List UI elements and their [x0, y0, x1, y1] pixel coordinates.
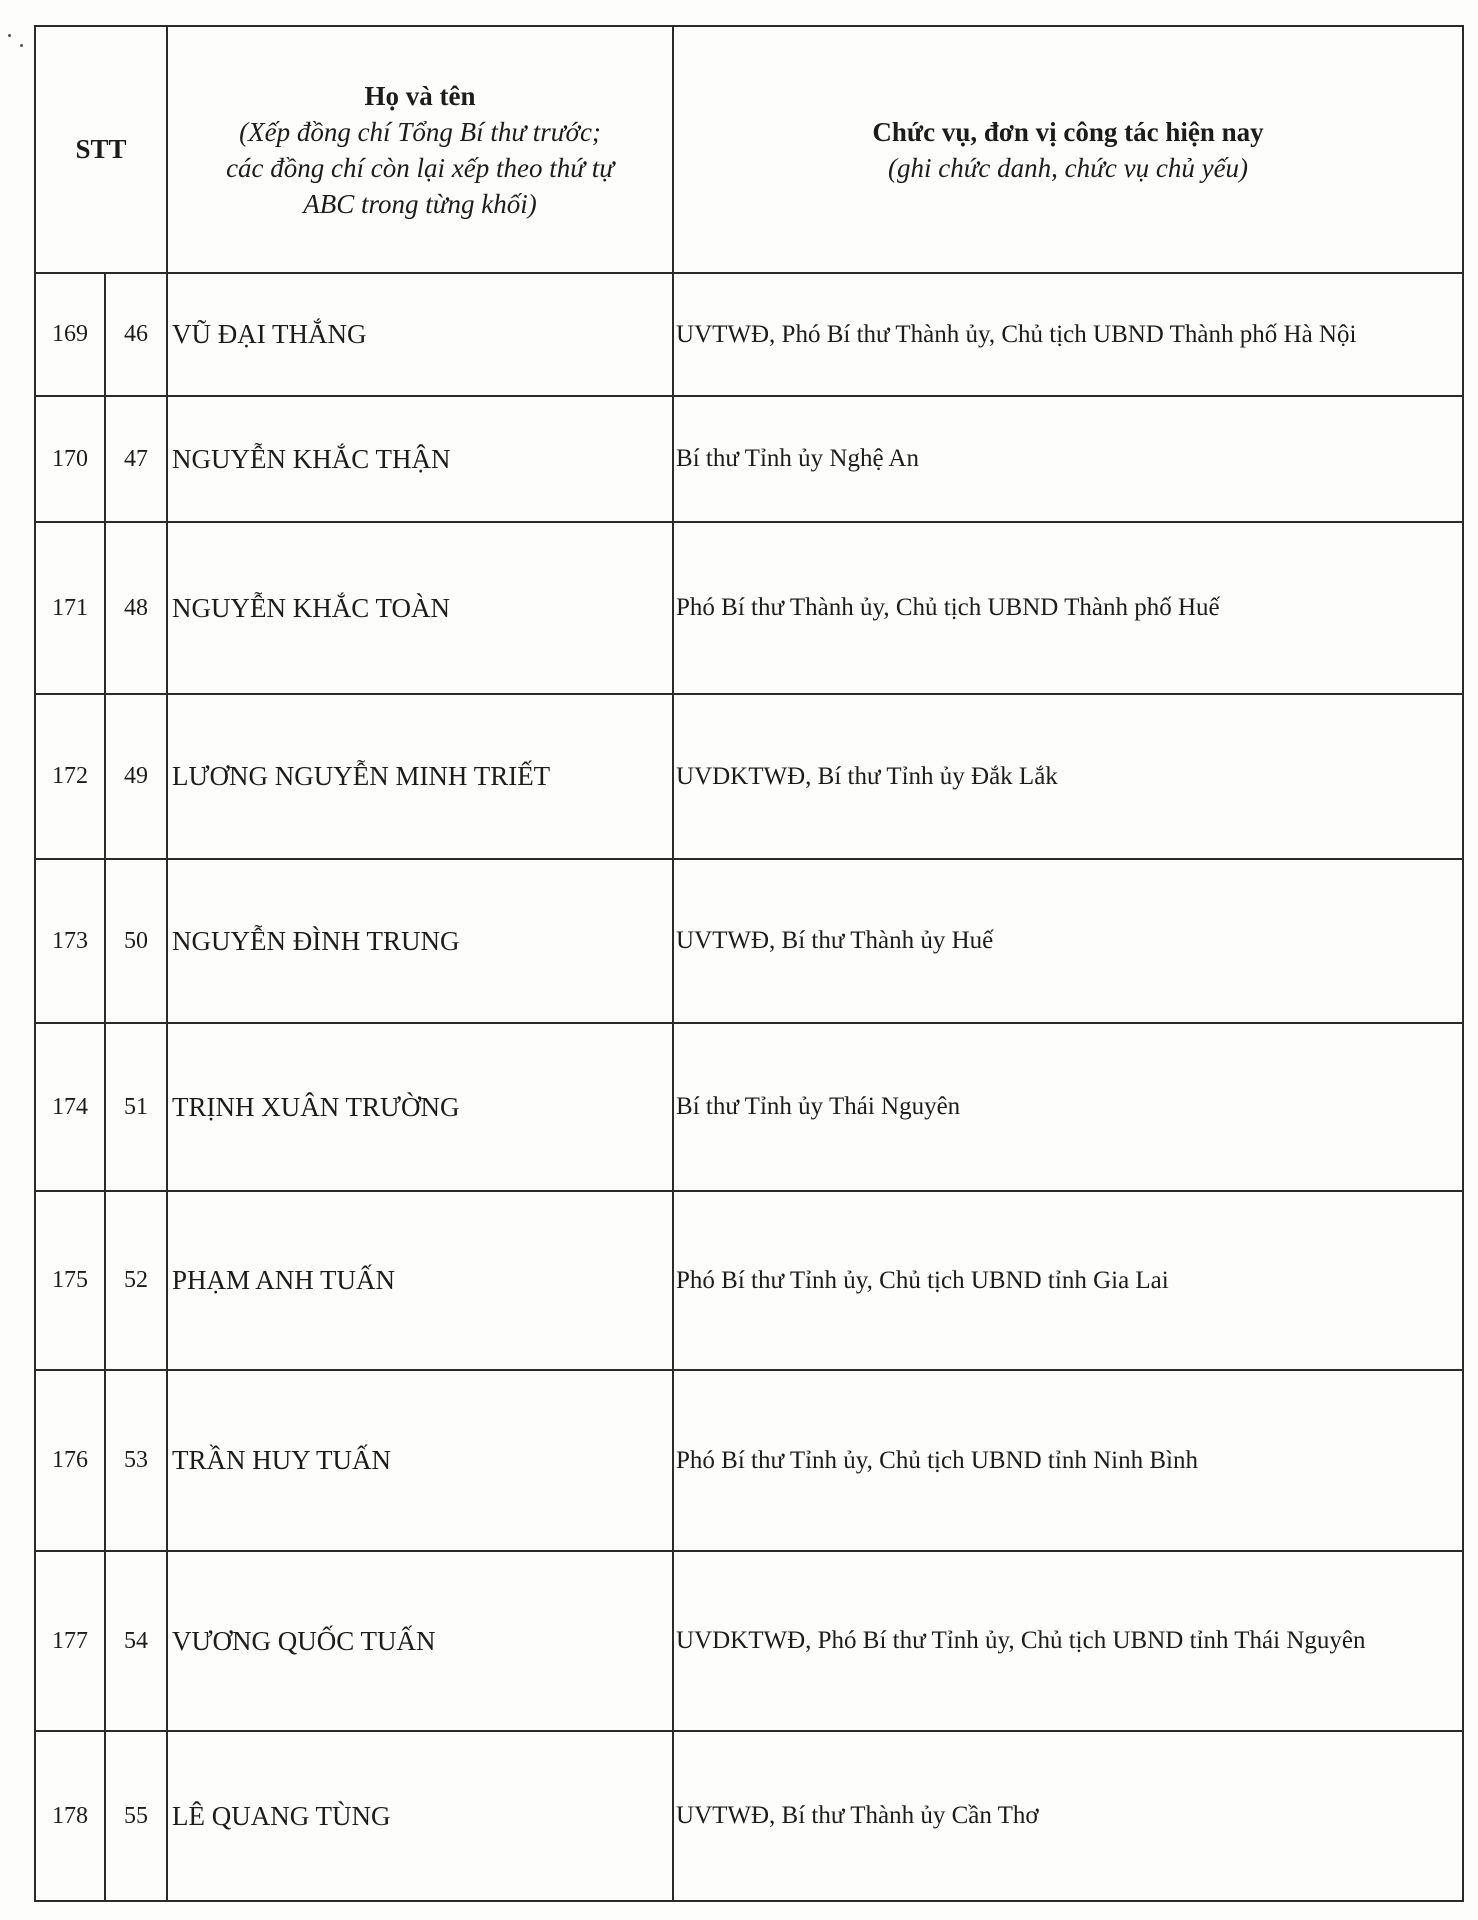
- row-name: PHẠM ANH TUẤN: [167, 1191, 673, 1370]
- row-position: Phó Bí thư Tỉnh ủy, Chủ tịch UBND tỉnh Gia Lai: [673, 1191, 1463, 1370]
- row-name: VŨ ĐẠI THẮNG: [167, 273, 673, 396]
- table-row: [35, 1191, 1463, 1370]
- name-header-note-3: ABC trong từng khối): [303, 188, 537, 219]
- row-sub-number: 51: [105, 1023, 167, 1191]
- row-number: 170: [35, 396, 105, 522]
- scan-speck: [8, 34, 11, 37]
- row-position: UVTWĐ, Phó Bí thư Thành ủy, Chủ tịch UBND Thành phố Hà Nội: [673, 273, 1463, 396]
- table-row: [35, 859, 1463, 1023]
- row-number: 173: [35, 859, 105, 1023]
- candidate-table: [34, 25, 1464, 1902]
- scan-speck: [20, 44, 23, 47]
- row-name: TRẦN HUY TUẤN: [167, 1370, 673, 1551]
- row-position: UVTWĐ, Bí thư Thành ủy Cần Thơ: [673, 1731, 1463, 1901]
- row-position: UVTWĐ, Bí thư Thành ủy Huế: [673, 859, 1463, 1023]
- row-position: Phó Bí thư Tỉnh ủy, Chủ tịch UBND tỉnh Ninh Bình: [673, 1370, 1463, 1551]
- row-number: 169: [35, 273, 105, 396]
- row-name: NGUYỄN KHẮC THẬN: [167, 396, 673, 522]
- row-sub-number: 50: [105, 859, 167, 1023]
- row-sub-number: 54: [105, 1551, 167, 1731]
- row-sub-number: 48: [105, 522, 167, 694]
- row-number: 176: [35, 1370, 105, 1551]
- row-number: 177: [35, 1551, 105, 1731]
- table-row: [35, 273, 1463, 396]
- row-position: Bí thư Tỉnh ủy Nghệ An: [673, 396, 1463, 522]
- row-sub-number: 55: [105, 1731, 167, 1901]
- row-number: 175: [35, 1191, 105, 1370]
- row-sub-number: 52: [105, 1191, 167, 1370]
- table-row: [35, 1731, 1463, 1901]
- row-position: Bí thư Tỉnh ủy Thái Nguyên: [673, 1023, 1463, 1191]
- row-position: UVDKTWĐ, Phó Bí thư Tỉnh ủy, Chủ tịch UBND tỉnh Thái Nguyên: [673, 1551, 1463, 1731]
- row-sub-number: 47: [105, 396, 167, 522]
- table-header-row: [35, 26, 1463, 273]
- row-number: 172: [35, 694, 105, 859]
- row-number: 178: [35, 1731, 105, 1901]
- row-position: Phó Bí thư Thành ủy, Chủ tịch UBND Thành phố Huế: [673, 522, 1463, 694]
- row-name: NGUYỄN ĐÌNH TRUNG: [167, 859, 673, 1023]
- stt-header: STT: [35, 26, 167, 273]
- name-header: [167, 26, 673, 273]
- row-number: 174: [35, 1023, 105, 1191]
- table-row: [35, 1023, 1463, 1191]
- table-row: [35, 522, 1463, 694]
- row-number: 171: [35, 522, 105, 694]
- row-name: LƯƠNG NGUYỄN MINH TRIẾT: [167, 694, 673, 859]
- row-sub-number: 46: [105, 273, 167, 396]
- name-header-note-1: (Xếp đồng chí Tổng Bí thư trước;: [239, 116, 601, 147]
- row-sub-number: 53: [105, 1370, 167, 1551]
- table-row: [35, 1551, 1463, 1731]
- table-row: [35, 396, 1463, 522]
- position-header-title: Chức vụ, đơn vị công tác hiện nay: [872, 116, 1264, 147]
- row-position: UVDKTWĐ, Bí thư Tỉnh ủy Đắk Lắk: [673, 694, 1463, 859]
- position-header: [673, 26, 1463, 273]
- row-name: TRỊNH XUÂN TRƯỜNG: [167, 1023, 673, 1191]
- row-name: NGUYỄN KHẮC TOÀN: [167, 522, 673, 694]
- row-name: VƯƠNG QUỐC TUẤN: [167, 1551, 673, 1731]
- name-header-note-2: các đồng chí còn lại xếp theo thứ tự: [226, 152, 614, 183]
- name-header-title: Họ và tên: [364, 80, 476, 111]
- row-sub-number: 49: [105, 694, 167, 859]
- table-row: [35, 694, 1463, 859]
- table-row: [35, 1370, 1463, 1551]
- position-header-note: (ghi chức danh, chức vụ chủ yếu): [887, 152, 1249, 183]
- row-name: LÊ QUANG TÙNG: [167, 1731, 673, 1901]
